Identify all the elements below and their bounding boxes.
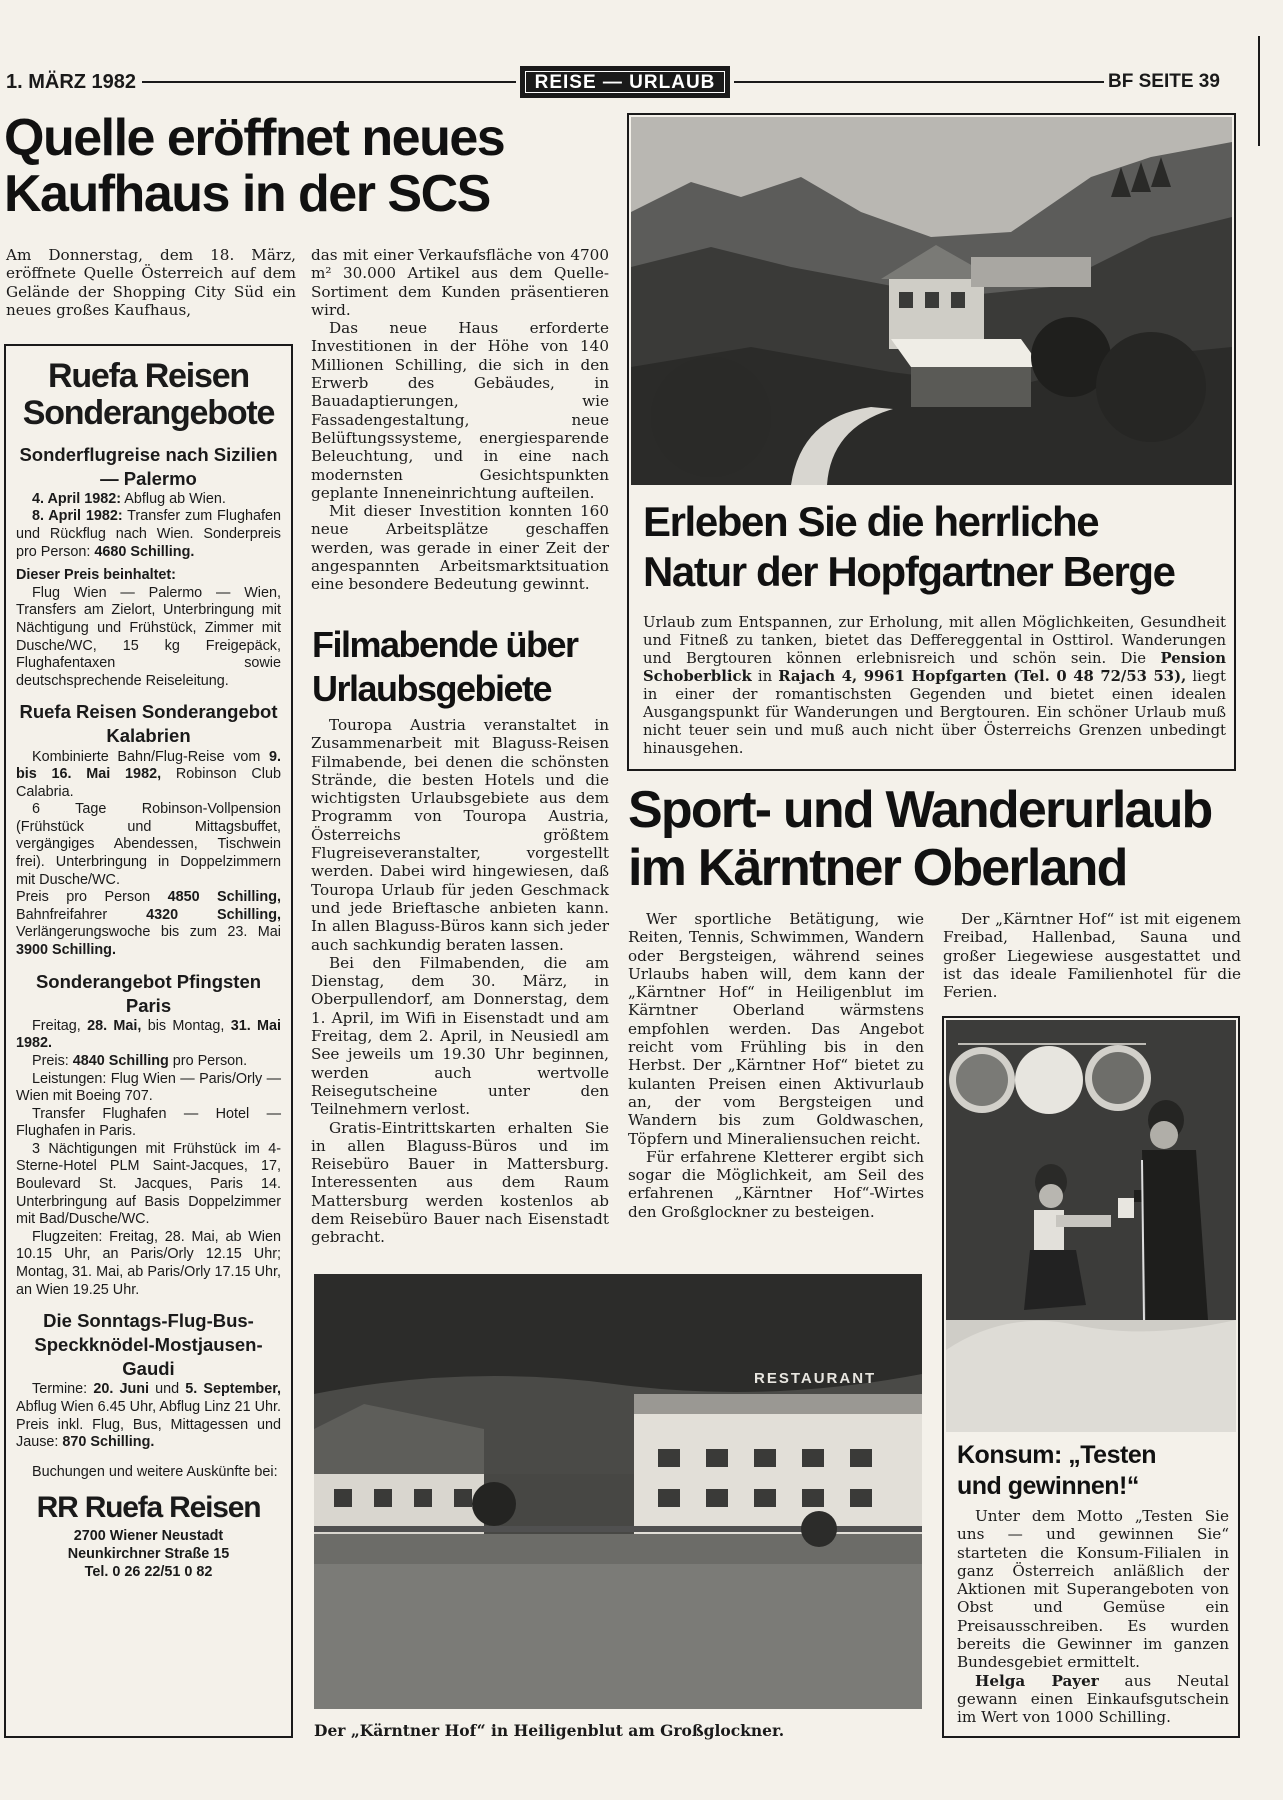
hopf-headline-line2: Natur der Hopfgartner Berge xyxy=(643,548,1175,596)
ruefa-kalabrien-p1b: 9. bis 16. Mai 1982, xyxy=(16,748,281,783)
hopf-headline xyxy=(643,497,1175,598)
film-p3: Gratis-Eintrittskarten erhalten Sie in allen Blaguss-Büros und im Reisebüro Bauer in Mattersburg. Interessenten aus dem Raum Mattersburg werden kostenlos ab dem Reisebüro Bauer nach Eisenstadt gebracht. xyxy=(311,1118,609,1247)
ruefa-title-line2: Sonderangebote xyxy=(22,394,275,433)
ruefa-paris-p1b: 28. Mai, xyxy=(87,1017,142,1034)
ruefa-addr3: Tel. 0 26 22/51 0 82 xyxy=(84,1563,213,1580)
ruefa-kalabrien-p3 xyxy=(16,889,281,959)
hopf-text-c: in xyxy=(757,668,773,685)
konsum-photo xyxy=(946,1020,1236,1432)
quelle-intro-text: Am Donnerstag, dem 18. März, eröffnete Quelle Österreich auf dem Gelände der Shopping City Süd ein neues großes Kaufhaus, xyxy=(6,246,296,319)
film-p1: Touropa Austria veranstaltet in Zusammenarbeit mit Blaguss-Reisen Filmabende, bei denen die schönsten Strände, die besten Hotels und die wichtigsten Urlaubsgebiete aus dem Programm von Touropa Austria, Österreichs größtem Flugreiseveranstalter, vorgestellt werden. Dabei wird hingewiesen, daß Touropa Urlaub für jeden Geschmack und jede Brieftasche anbieten kann. In allen Blaguss-Büros kann sich jeder auch sachkundig beraten lassen. xyxy=(311,716,609,954)
sport-headline xyxy=(628,781,1212,897)
ruefa-sizilien-date1-text: Abflug ab Wien. xyxy=(124,490,226,507)
film-p2: Bei den Filmabenden, die am Dienstag, dem 30. März, in Oberpullendorf, am Donnerstag, dem 1. April, im Wifi in Eisenstadt und am Freitag, dem 2. April, in Neusiedl am See jeweils um 19.30 Uhr beginnen, werden auch wertvolle Reisegutscheine unter den Teilnehmern verlost. xyxy=(311,953,609,1119)
ruefa-paris-p2a: Preis: xyxy=(32,1052,69,1069)
hopf-text-a: Urlaub zum Entspannen, zur Erholung, mit allen Möglichkeiten, Gesundheit und Fitneß zu tanken, bietet das Deffereggental in Osttirol. Wanderungen und Bergtouren können erlebnisreich und schön sein. Die xyxy=(643,614,1226,667)
kaerntner-hof-photo xyxy=(314,1274,922,1709)
ruefa-sizilien-date2-bold: 8. April 1982: xyxy=(32,508,123,525)
ruefa-gaudi-p1c: und xyxy=(155,1381,180,1398)
ruefa-sizilien-price: 4680 Schilling. xyxy=(94,543,195,560)
film-headline-line2: Urlaubsgebiete xyxy=(312,667,552,709)
ruefa-title xyxy=(16,358,281,433)
ruefa-kalabrien-p3f: 3900 Schilling. xyxy=(16,942,116,959)
ruefa-kalabrien-p2: 6 Tage Robinson-Vollpension (Frühstück und Mittagsbuffet, vergängiges Abendessen, Tischwein frei). Unterbringung in Doppelzimmern mit Dusche/WC. xyxy=(16,801,281,888)
ruefa-paris-p1c: bis Montag, xyxy=(147,1017,225,1034)
ruefa-gaudi-p1a: Termine: xyxy=(32,1381,88,1398)
hopf-pension-address: Rajach 4, 9961 Hopfgarten (Tel. 0 48 72/53 53), xyxy=(778,668,1187,685)
ruefa-kalabrien-p1 xyxy=(16,749,281,802)
ruefa-brand: RR Ruefa Reisen xyxy=(36,1491,261,1525)
ruefa-paris-p1 xyxy=(16,1018,281,1053)
ruefa-sizilien-date2-text: Transfer zum Flughafen und Rückflug nach Wien. Sonderpreis pro Person: xyxy=(16,508,281,560)
film-headline-line1: Filmabende über xyxy=(312,624,578,665)
sport-headline-line2: im Kärntner Oberland xyxy=(628,839,1127,898)
quelle-intro xyxy=(6,246,296,319)
ruefa-paris-p2b: 4840 Schilling xyxy=(72,1052,169,1069)
ruefa-gaudi-p1d: 5. September, xyxy=(185,1381,281,1398)
film-headline xyxy=(312,623,578,711)
ruefa-addr2: Neunkirchner Straße 15 xyxy=(67,1545,230,1562)
ruefa-sizilien-incl: Flug Wien — Palermo — Wien, Transfers am Zielort, Unterbringung mit Nächtigung und Frühstück, Zimmer mit Dusche/WC, 15 kg Freigepäck, Flughafentaxen sowie deutschsprechende Reiseleitung. xyxy=(16,584,281,689)
page-number: BF SEITE 39 xyxy=(1108,71,1220,92)
quelle-p1: das mit einer Verkaufsfläche von 4700 m² 30.000 Artikel aus dem Quelle-Sortiment dem Kunden präsentieren wird. xyxy=(311,246,609,319)
quelle-body xyxy=(311,246,609,594)
ruefa-paris-p2c: pro Person. xyxy=(172,1052,248,1069)
section-label-text: REISE — URLAUB xyxy=(525,71,725,93)
issue-date: 1. MÄRZ 1982 xyxy=(6,71,137,93)
hopf-body xyxy=(643,614,1226,758)
ruefa-kalabrien-title: Ruefa Reisen Sonderangebot Kalabrien xyxy=(19,701,278,747)
ruefa-title-line1: Ruefa Reisen xyxy=(47,357,249,395)
mountain-photo xyxy=(631,117,1232,485)
section-label xyxy=(520,66,730,98)
ruefa-kalabrien-p1a: Kombinierte Bahn/Flug-Reise vom xyxy=(32,748,261,765)
ruefa-paris-p2 xyxy=(16,1053,281,1071)
sport-headline-line1: Sport- und Wanderurlaub xyxy=(628,781,1212,839)
ruefa-paris-p5: 3 Nächtigungen mit Frühstück im 4-Sterne-Hotel PLM Saint-Jacques, 17, Boulevard St. Jacques, Paris 14. Unterbringung auf Basis Doppelzimmer mit Bad/Dusche/WC. xyxy=(16,1140,281,1228)
ruefa-gaudi-title: Die Sonntags-Flug-Bus-Speckknödel-Mostjausen-Gaudi xyxy=(34,1310,263,1380)
ruefa-kalabrien-p3e: Verlängerungswoche bis zum 23. Mai xyxy=(16,924,281,941)
ruefa-sizilien-title: Sonderflugreise nach Sizilien — Palermo xyxy=(19,443,278,489)
ruefa-gaudi-p1 xyxy=(16,1381,281,1451)
ruefa-sizilien-date1 xyxy=(16,491,281,509)
konsum-p2-text: aus Neutal gewann einen Einkaufsgutschein im Wert von 1000 Schilling. xyxy=(957,1671,1229,1727)
sport-body-col1 xyxy=(628,910,924,1221)
film-body xyxy=(311,716,609,1247)
hopf-pension-name: Pension Schoberblick xyxy=(643,650,1226,685)
konsum-headline xyxy=(957,1440,1156,1503)
sport-p3: Der „Kärntner Hof“ ist mit eigenem Freibad, Hallenbad, Sauna und großer Liegewiese ausgestattet und ist das ideale Familienhotel für die Ferien. xyxy=(943,910,1241,1002)
ruefa-kalabrien-p3a: Preis pro Person xyxy=(16,889,151,906)
ruefa-paris-p1d: 31. Mai 1982. xyxy=(16,1017,282,1052)
ruefa-kalabrien-p3d: 4320 Schilling, xyxy=(146,906,281,923)
konsum-p2 xyxy=(957,1672,1229,1727)
page-edge-rule xyxy=(1258,36,1260,146)
konsum-body xyxy=(957,1507,1229,1727)
ruefa-ad-box xyxy=(4,344,293,1738)
quelle-headline-line1: Quelle eröffnet neues xyxy=(4,109,505,167)
konsum-headline-line1: Konsum: „Testen xyxy=(957,1441,1156,1469)
header-rule-right xyxy=(734,81,1104,83)
ruefa-sizilien-date2 xyxy=(16,508,281,561)
ruefa-paris-title: Sonderangebot Pfingsten Paris xyxy=(35,970,262,1016)
sport-body-col2 xyxy=(943,910,1241,1001)
ruefa-sizilien-incl-title: Dieser Preis beinhaltet: xyxy=(16,567,176,584)
ruefa-kalabrien-p3b: 4850 Schilling, xyxy=(167,889,281,906)
ruefa-paris-p3: Leistungen: Flug Wien — Paris/Orly — Wien mit Boeing 707. xyxy=(16,1070,281,1105)
ruefa-booking: Buchungen und weitere Auskünfte bei: xyxy=(32,1463,278,1480)
konsum-winner-name: Helga Payer xyxy=(975,1671,1099,1690)
kaerntner-hof-caption: Der „Kärntner Hof“ in Heiligenblut am Großglockner. xyxy=(314,1721,785,1740)
quelle-headline-line2: Kaufhaus in der SCS xyxy=(4,165,490,224)
ruefa-kalabrien-p1c: Robinson Club Calabria. xyxy=(16,766,281,800)
header-rule-left xyxy=(142,81,516,83)
konsum-p1: Unter dem Motto „Testen Sie uns — und gewinnen Sie“ starteten die Konsum-Filialen in ganz Österreich anläßlich der Aktionen mit Superangeboten von Obst und Gemüse ein Preisausschreiben. Es wurden bereits die Gewinner im ganzen Bundesgebiet ermittelt. xyxy=(957,1507,1229,1672)
hopf-text-e: liegt in einer der romantischsten Gegenden und bietet einen idealen Ausgangspunkt für Wanderungen und Bergtouren. Ein schöner Urlaub muß nicht teuer sein und muß auch nicht über Österreichs Grenzen unbedingt hinausgehen. xyxy=(643,668,1226,757)
hopf-text xyxy=(643,614,1226,758)
restaurant-sign: RESTAURANT xyxy=(754,1370,877,1387)
quelle-p2: Das neue Haus erforderte Investitionen in der Höhe von 140 Millionen Schilling, die sich in den Erwerb des Gebäudes, in Bauadaptierungen, wie Fassadengestaltung, neue Belüftungssysteme, energiesparende Beleuchtung, und in eine nach modernsten Gesichtspunkten geplante Inneneinrichtung aufteilen. xyxy=(311,319,609,502)
ruefa-addr1: 2700 Wiener Neustadt xyxy=(73,1528,224,1545)
ruefa-gaudi-p1b: 20. Juni xyxy=(93,1381,150,1398)
ruefa-gaudi-p1f: 870 Schilling. xyxy=(62,1434,155,1451)
quelle-p3: Mit dieser Investition konnten 160 neue Arbeitsplätze geschaffen werden, was gerade in einer Zeit der angespannten Arbeitsmarktsituation eine besondere Bedeutung gewinnt. xyxy=(311,502,609,594)
ruefa-paris-p6: Flugzeiten: Freitag, 28. Mai, ab Wien 10.15 Uhr, an Paris/Orly 12.15 Uhr; Montag, 31. Mai, ab Paris/Orly 17.15 Uhr, an Wien 19.25 Uhr. xyxy=(16,1228,281,1298)
sport-p2: Für erfahrene Kletterer ergibt sich sogar die Möglichkeit, am Seil des erfahrenen „Kärntner Hof“-Wirtes den Großglockner zu besteigen. xyxy=(628,1147,924,1221)
ruefa-gaudi-p1e: Abflug Wien 6.45 Uhr, Abflug Linz 21 Uhr. Preis inkl. Flug, Bus, Mittagessen und Jause: xyxy=(16,1398,281,1451)
hopf-headline-line1: Erleben Sie die herrliche xyxy=(643,498,1099,545)
konsum-headline-line2: und gewinnen!“ xyxy=(957,1472,1139,1501)
ruefa-paris-p1a: Freitag, xyxy=(32,1017,81,1034)
ruefa-sizilien-date1-bold: 4. April 1982: xyxy=(32,490,122,507)
quelle-headline xyxy=(4,110,504,222)
ruefa-paris-p4: Transfer Flughafen — Hotel — Flughafen in Paris. xyxy=(16,1105,281,1140)
sport-p1: Wer sportliche Betätigung, wie Reiten, Tennis, Schwimmen, Wandern oder Bergsteigen, während seines Urlaubs haben will, dem kann der „Kärntner Hof“ in Heiligenblut im Kärntner Oberland wärmstens empfohlen werden. Das Angebot reicht vom Frühling bis in den Herbst. Der „Kärntner Hof“ bietet zu kulanten Preisen einen Aktivurlaub an, der vom Bergsteigen und Wandern bis zum Goldwaschen, Töpfern und Mineraliensuchen reicht. xyxy=(628,910,924,1148)
ruefa-kalabrien-p3c: Bahnfreifahrer xyxy=(16,906,108,923)
